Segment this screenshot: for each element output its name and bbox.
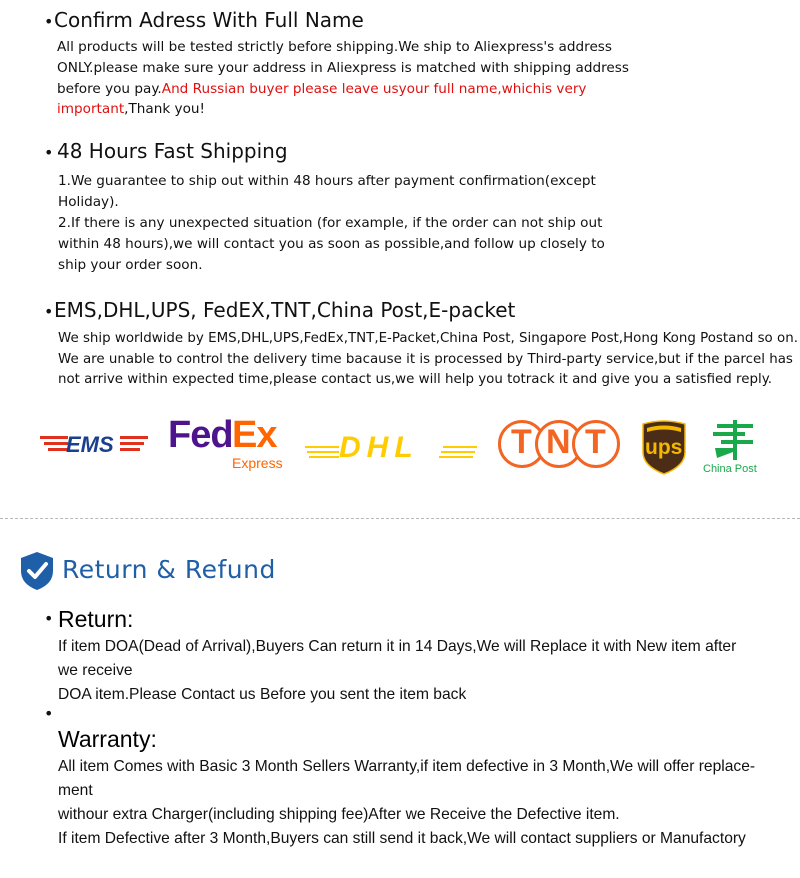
return-line-3: DOA item.Please Contact us Before you sent the item back: [58, 686, 467, 703]
bullet: •: [44, 609, 54, 628]
bullet: •: [44, 143, 54, 162]
russian-buyer-notice: And Russian buyer please leave usyour full name,whichis very: [161, 81, 587, 97]
china-post-text: China Post: [703, 463, 757, 475]
shipping-title: 48 Hours Fast Shipping: [57, 139, 288, 163]
thank-you-text: ,Thank you!: [124, 101, 205, 117]
carriers-line-2: We are unable to control the delivery time bacause it is processed by Third-party service,but if the parcel has: [58, 352, 793, 367]
bullet: •: [44, 302, 54, 321]
shipping-line-3: 2.If there is any unexpected situation (for example, if the order can not ship out: [58, 215, 603, 231]
return-line-1: If item DOA(Dead of Arrival),Buyers Can return it in 14 Days,We will Replace it with New item after: [58, 638, 737, 655]
dhl-logo: [305, 432, 477, 462]
china-post-emblem-icon: [703, 418, 765, 462]
shipping-line-1: 1.We guarantee to ship out within 48 hours after payment confirmation(except: [58, 173, 596, 189]
fedex-express-text: Express: [232, 455, 283, 471]
shipping-line-4: within 48 hours),we will contact you as soon as possible,and follow up closely to: [58, 236, 605, 252]
carriers-title: EMS,DHL,UPS, FedEX,TNT,China Post,E-packet: [54, 298, 516, 322]
fedex-fed-text: Fed: [168, 414, 233, 456]
warranty-line-4: If item Defective after 3 Month,Buyers can still send it back,We will contact suppliers or Manufactory: [58, 830, 746, 847]
confirm-line-2: ONLY.please make sure your address in Aliexpress is matched with shipping address: [57, 60, 629, 76]
shipping-line-2: Holiday).: [58, 194, 119, 210]
ups-logo: [641, 420, 687, 475]
warranty-line-3: withour extra Charger(including shipping fee)After we Receive the Defective item.: [58, 806, 620, 823]
confirm-line-4: [57, 99, 205, 120]
ems-logo: [40, 430, 150, 460]
bullet: •: [44, 12, 54, 31]
warranty-line-2: ment: [58, 782, 93, 799]
important-text: important: [57, 101, 125, 117]
return-title: Return:: [58, 606, 134, 632]
confirm-line-1: All products will be tested strictly before shipping.We ship to Aliexpress's address: [57, 39, 612, 55]
shipping-line-5: ship your order soon.: [58, 257, 203, 273]
carriers-line-3: not arrive within expected time,please contact us,we will help you totrack it and give you a satisfied reply.: [58, 372, 772, 387]
tnt-letter-1: T: [511, 423, 532, 461]
warranty-title: Warranty:: [58, 726, 157, 752]
confirm-title: Confirm Adress With Full Name: [54, 8, 364, 32]
china-post-logo: [703, 418, 765, 478]
confirm-line-3: [57, 79, 586, 100]
fedex-ex-text: Ex: [232, 414, 277, 456]
shield-check-icon: [20, 551, 54, 591]
tnt-logo: [498, 420, 620, 472]
ups-text: ups: [645, 436, 683, 459]
section-divider: [0, 518, 800, 519]
fedex-logo: [168, 414, 293, 473]
warranty-line-1: All item Comes with Basic 3 Month Sellers Warranty,if item defective in 3 Month,We will offer replace-: [58, 758, 756, 775]
ems-text: EMS: [66, 432, 114, 457]
return-line-2: we receive: [58, 662, 133, 679]
carriers-line-1: We ship worldwide by EMS,DHL,UPS,FedEx,TNT,E-Packet,China Post, Singapore Post,Hong Kong Postand so on.: [58, 331, 798, 346]
tnt-letter-3: T: [585, 423, 606, 461]
dhl-text: DHL: [339, 431, 419, 464]
bullet: •: [44, 704, 54, 723]
return-refund-title: Return & Refund: [62, 555, 276, 584]
tnt-letter-2: N: [546, 423, 571, 461]
confirm-line-3-text: before you pay.: [57, 81, 162, 97]
